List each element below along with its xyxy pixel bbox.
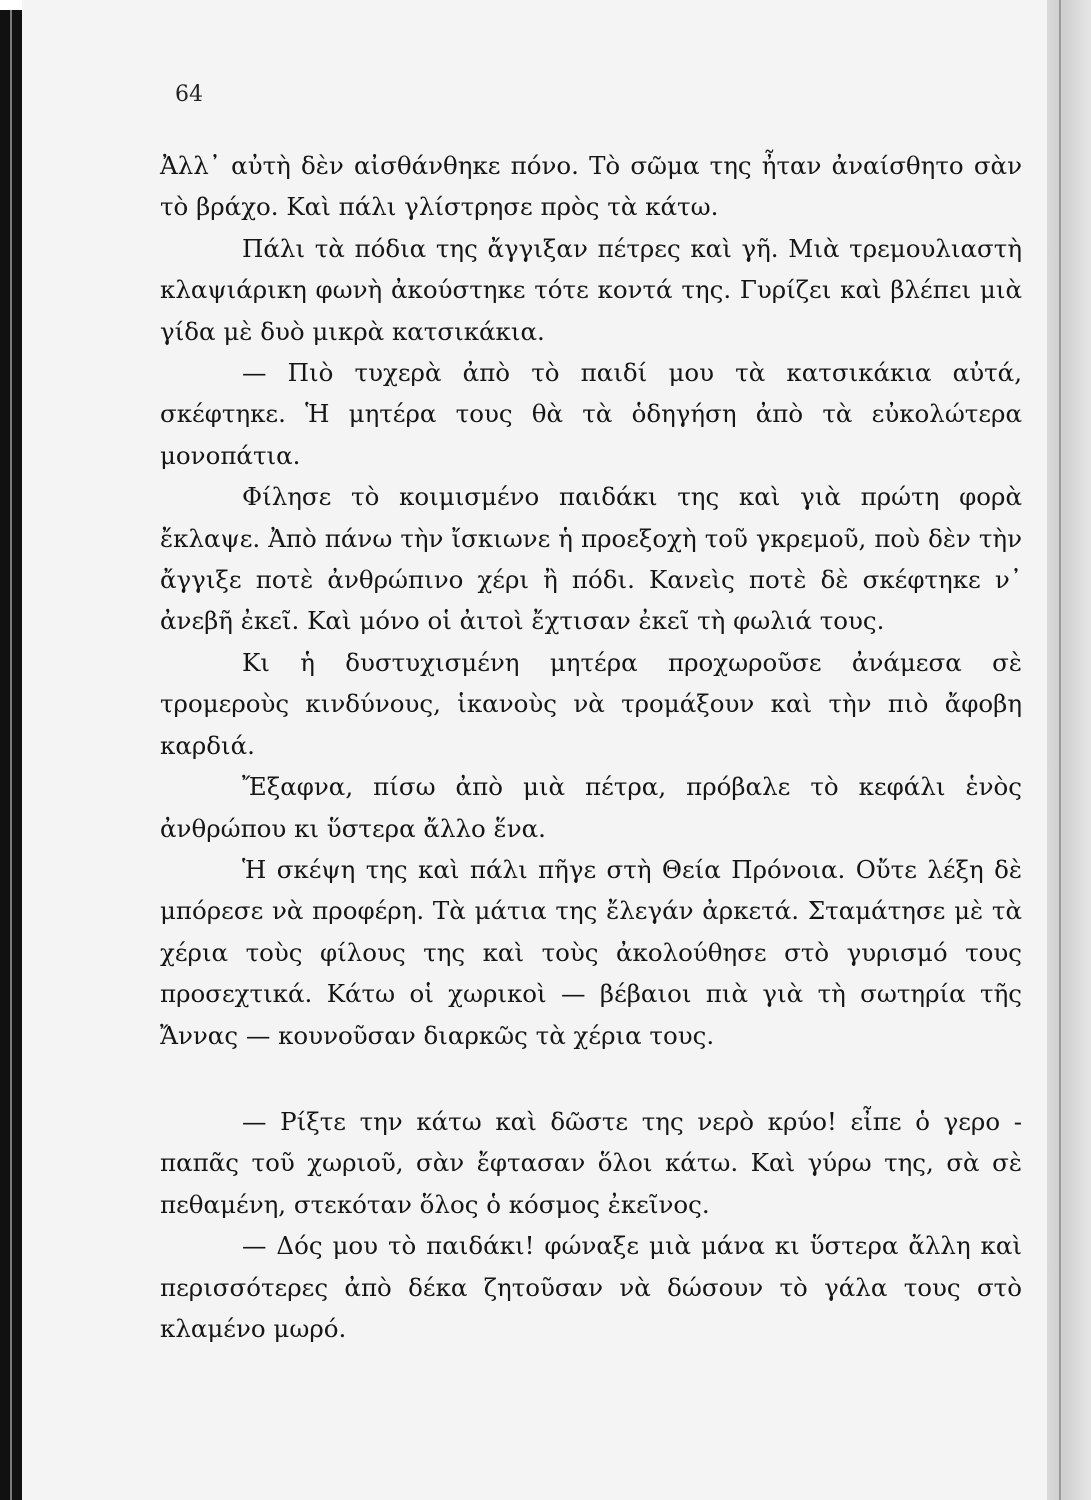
paragraph: Πάλι τὰ πόδια της ἄγγιξαν πέτρες καὶ γῆ. Μιὰ τρεμουλιαστὴ κλαψιάρικη φωνὴ ἀκούστηκε τότε κοντά της. Γυρίζει καὶ βλέπει μιὰ γίδα μὲ δυὸ μικρὰ κατσικάκια. <box>160 233 1022 346</box>
paragraph: — Ρίξτε την κάτω καὶ δῶστε της νερὸ κρύο! εἶπε ὁ γερο - παπᾶς τοῦ χωριοῦ, σὰν ἔφτασαν ὅλοι κάτω. Καὶ γύρω της, σὰ σὲ πεθαμένη, στεκόταν ὅλος ὁ κόσμος ἐκεῖνος. <box>160 1106 1022 1219</box>
page-number: 64 <box>175 82 203 107</box>
paragraph: Ἔξαφνα, πίσω ἀπὸ μιὰ πέτρα, πρόβαλε τὸ κεφάλι ἑνὸς ἀνθρώπου κι ὕστερα ἄλλο ἕνα. <box>160 772 1022 843</box>
body-text <box>160 145 1022 1349</box>
right-page-edge <box>1047 0 1091 1500</box>
paragraph: Ἡ σκέψη της καὶ πάλι πῆγε στὴ Θεία Πρόνοια. Οὔτε λέξη δὲ μπόρεσε νὰ προφέρη. Τὰ μάτια της ἔλεγάν ἀρκετά. Σταμάτησε μὲ τὰ χέρια τοὺς φίλους της καὶ τοὺς ἀκολούθησε στὸ γυρισμό τους προσεχτικά. Κάτω οἱ χωρικοὶ — βέβαιοι πιὰ γιὰ τὴ σωτηρία τῆς Ἄννας — κουνοῦσαν διαρκῶς τὰ χέρια τους. <box>160 854 1022 1050</box>
paragraph: Ἀλλ᾽ αὐτὴ δὲν αἰσθάνθηκε πόνο. Τὸ σῶμα της ἦταν ἀναίσθητο σὰν τὸ βράχο. Καὶ πάλι γλίστρησε πρὸς τὰ κάτω. <box>160 151 1022 222</box>
section-break <box>160 1056 1022 1101</box>
right-edge-rule <box>1059 0 1061 1500</box>
left-edge-gap <box>0 0 22 10</box>
paragraph: — Πιὸ τυχερὰ ἀπὸ τὸ παιδί μου τὰ κατσικάκια αὐτά, σκέφτηκε. Ἡ μητέρα τους θὰ τὰ ὁδηγήση ἀπὸ τὰ εὐκολώτερα μονοπάτια. <box>160 358 1022 470</box>
paragraph: — Δός μου τὸ παιδάκι! φώναξε μιὰ μάνα κι ὕστερα ἄλλη καὶ περισσότερες ἀπὸ δέκα ζητοῦσαν νὰ δώσουν τὸ γάλα τους στὸ κλαμένο μωρό. <box>160 1231 1022 1343</box>
paragraph: Φίλησε τὸ κοιμισμένο παιδάκι της καὶ γιὰ πρώτη φορὰ ἔκλαψε. Ἀπὸ πάνω τὴν ἴσκιωνε ἡ προεξοχὴ τοῦ γκρεμοῦ, ποὺ δὲν τὴν ἄγγιξε ποτὲ ἀνθρώπινο χέρι ἢ πόδι. Κανεὶς ποτὲ δὲ σκέφτηκε ν᾽ ἀνεβῆ ἐκεῖ. Καὶ μόνο οἱ ἀιτοὶ ἔχτισαν ἐκεῖ τὴ φωλιά τους. <box>160 482 1022 636</box>
left-edge-line <box>10 10 12 1500</box>
paragraph: Κι ἡ δυστυχισμένη μητέρα προχωροῦσε ἀνάμεσα σὲ τρομεροὺς κινδύνους, ἱκανοὺς νὰ τρομάξουν καὶ τὴν πιὸ ἄφοβη καρδιά. <box>160 647 1022 760</box>
